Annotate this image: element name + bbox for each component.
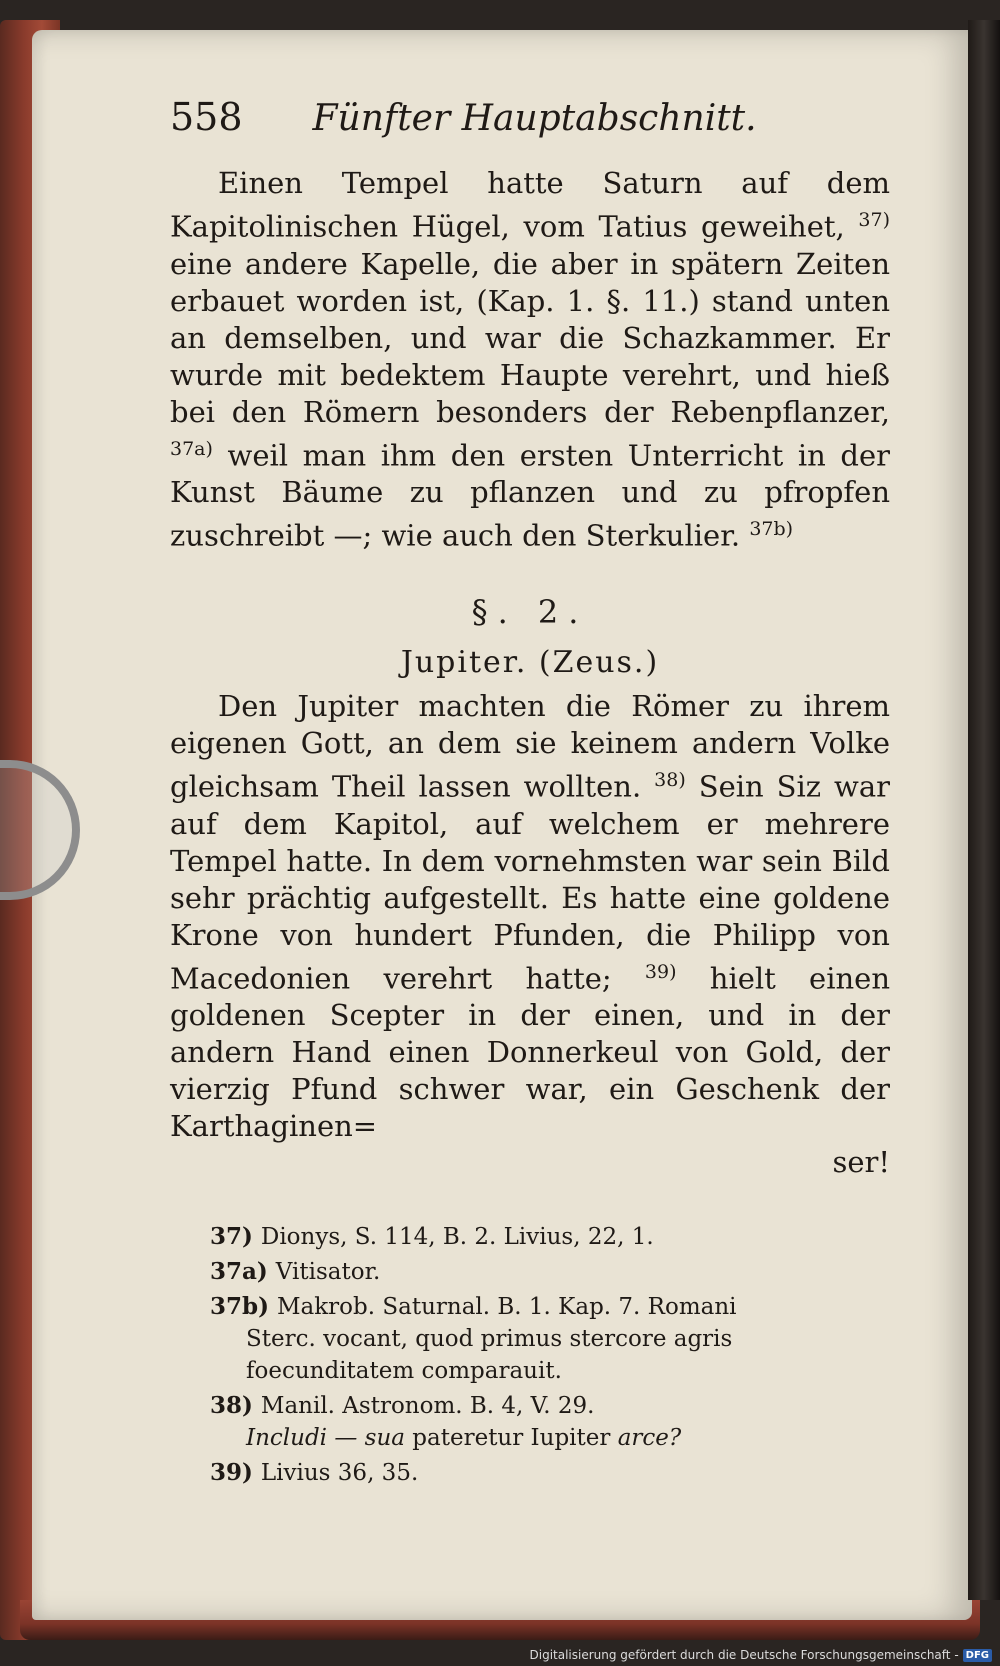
footnote-number: 37b): [210, 1293, 269, 1321]
footnote-ref: 37a): [170, 437, 213, 460]
page-number: 558: [170, 95, 243, 139]
paragraph-text: weil man ihm den ersten Unterricht in der Kunst Bäume zu pflanzen und zu pfropfen zuschreibt —; wie auch den Sterkulier.: [170, 438, 891, 553]
paragraph-text: hielt einen goldenen Scepter in der einen, und in der andern Hand einen Donnerkeul von Gold, der vierzig Pfund schwer war, ein Geschenk der Karthaginen=: [170, 961, 891, 1144]
footnote-number: 38): [210, 1392, 253, 1420]
page-header: [170, 95, 890, 139]
footnote-ref: 38): [654, 768, 686, 791]
paragraph-text: Einen Tempel hatte Saturn auf dem Kapitolinischen Hügel, vom Tatius geweihet,: [170, 166, 890, 244]
footnote-number: 37): [210, 1223, 253, 1251]
paragraph-text: Sein Siz war auf dem Kapitol, auf welchem er mehrere Tempel hatte. In dem vornehmsten war sein Bild sehr prächtig aufgestellt. Es hatte eine goldene Krone von hundert Pfunden, die Philipp von Macedonien verehrt hatte;: [170, 769, 891, 996]
footnote-text: Vitisator.: [275, 1259, 381, 1286]
digitization-credit: [530, 1648, 993, 1662]
footnote-plain: pateretur Iupiter: [404, 1425, 618, 1452]
catchword: ser!: [832, 1145, 890, 1180]
footnote-ref: 37): [858, 209, 890, 231]
footnote-number: 37a): [210, 1258, 268, 1286]
footnote-text: Makrob. Saturnal. B. 1. Kap. 7. Romani: [276, 1294, 737, 1321]
footnote-italic: Includi — sua: [246, 1425, 405, 1452]
page-content: [170, 95, 890, 1492]
footnotes: [210, 1221, 890, 1489]
credit-text: Digitalisierung gefördert durch die Deutsche Forschungsgemeinschaft -: [529, 1648, 959, 1662]
section-title: Jupiter. (Zeus.): [400, 644, 660, 680]
footnote-text: Dionys, S. 114, B. 2. Livius, 22, 1.: [260, 1224, 654, 1251]
paragraph-saturn: [170, 165, 890, 555]
footnote-item: [210, 1390, 890, 1454]
footnote-item: [210, 1291, 890, 1387]
footnote-ref: 37b): [749, 518, 794, 541]
running-head: Fünfter Hauptabschnitt.: [312, 98, 757, 139]
section-mark: §. 2.: [471, 592, 589, 631]
footnote-italic: arce?: [617, 1425, 682, 1452]
dfg-logo-icon: DFG: [963, 1649, 992, 1662]
paragraph-text: eine andere Kapelle, die aber in spätern Zeiten erbauet worden ist, (Kap. 1. §. 11.) stand unten an demselben, und war die Schazkammer. Er wurde mit bedektem Haupte verehrt, und hieß bei den Römern besonders der Rebenpflanzer,: [170, 246, 890, 429]
footnote-text: Manil. Astronom. B. 4, V. 29.: [260, 1393, 595, 1420]
footnote-item: [210, 1256, 890, 1288]
footnote-continuation: [246, 1422, 890, 1454]
footnote-item: [210, 1457, 890, 1489]
footnote-continuation: Sterc. vocant, quod primus stercore agris foecunditatem comparauit.: [246, 1326, 733, 1385]
paragraph-jupiter: [170, 688, 890, 1145]
footnote-number: 39): [210, 1459, 253, 1487]
footnote-item: [210, 1221, 890, 1253]
footnote-ref: 39): [644, 960, 677, 983]
book-spine: [968, 20, 1000, 1600]
footnote-text: Livius 36, 35.: [260, 1460, 419, 1487]
paragraph-text: Den Jupiter machten die Römer zu ihrem eigenen Gott, an dem sie keinem andern Volke gleichsam Theil lassen wollten.: [170, 688, 890, 804]
